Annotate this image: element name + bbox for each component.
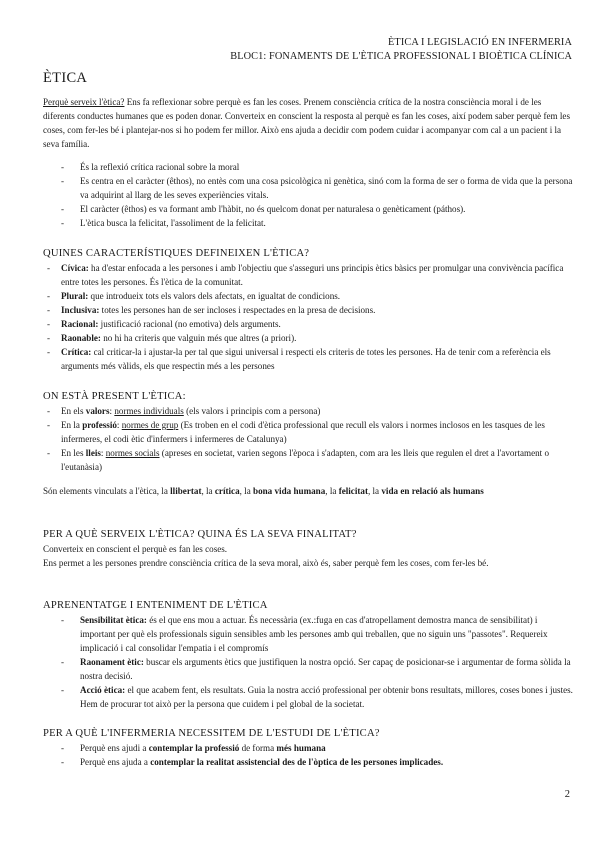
header-course-title: ÈTICA I LEGISLACIÓ EN INFERMERIA: [388, 37, 572, 48]
section-heading: QUINES CARACTERÍSTIQUES DEFINEIXEN L'ÈTICA?: [43, 248, 310, 259]
list-item: - Sensibilitat ètica: és el que ens mou a actuar. És necessària (ex.:fuga en cas d'atropellament demostra manca de sensibilitat) i important per què els professionals siguin sensibles amb les persones amb qui treballen, que no siguin uns "passotes". Requereix implicació i cal consolidar l'empatia i el compromís: [43, 613, 573, 655]
list-item: - Plural: que introdueix tots els valors dels afectats, en igualtat de condicions.: [43, 289, 573, 303]
list-item: - El caràcter (êthos) es va formant amb l'hàbit, no és quelcom donat per naturalesa o genèticament (páthos).: [43, 202, 573, 216]
list-item: - Perquè ens ajudi a contemplar la professió de forma més humana: [43, 741, 573, 755]
characteristics-section: [43, 247, 573, 373]
paragraph: Ens permet a les persones prendre consciència crítica de la seva moral, això és, saber perquè fem les coses, com fer-les bé.: [43, 558, 489, 568]
list-item: - Acció ètica: el que acabem fent, els resultats. Guia la nostra acció professional per obtenir bons resultats, millores, coses bones i justes. Hem de procurar tot això per la persona que cuidem i pel global de la societat.: [43, 683, 573, 711]
list-item: - Perquè ens ajuda a contemplar la realitat assistencial des de l'òptica de les persones implicades.: [43, 755, 573, 769]
characteristics-list: [43, 261, 573, 373]
list-item: - En la professió: normes de grup (Es troben en el codi d'ètica professional que recull els valors i normes inclosos en les tasques de les infermeres, el codi ètic d'infermers i infermeres de Catalunya): [43, 418, 573, 446]
list-item: - Cívica: ha d'estar enfocada a les persones i amb l'objectiu que s'asseguri uns principis ètics bàsics per promulgar una convivència pacífica entre totes les persones. És l'ètica de la comunitat.: [43, 261, 573, 289]
purpose-section: [43, 528, 573, 570]
section-heading: PER A QUÈ L'INFERMERIA NECESSITEM DE L'ESTUDI DE L'ÈTICA?: [43, 728, 380, 739]
nursing-section: [43, 727, 573, 769]
section-heading: PER A QUÈ SERVEIX L'ÈTICA? QUINA ÉS LA SEVA FINALITAT?: [43, 529, 357, 540]
learning-section: [43, 599, 573, 711]
list-item: - És la reflexió crítica racional sobre la moral: [43, 160, 573, 174]
document-header: [230, 36, 572, 64]
list-item: - Crítica: cal criticar-la i ajustar-la per tal que sigui universal i respecti els criteris de totes les persones. Ha de tenir com a referència els arguments més vàlids, els que respectin més a les persones: [43, 345, 573, 373]
intro-question: Perquè serveix l'ètica?: [43, 97, 125, 107]
learning-list: [43, 613, 573, 711]
section-heading: ON ESTÀ PRESENT L'ÈTICA:: [43, 391, 186, 402]
nursing-list: [43, 741, 573, 769]
summary-paragraph: Són elements vinculats a l'ètica, la llibertat, la crítica, la bona vida humana, la felicitat, la vida en relació als humans: [43, 486, 484, 496]
intro-list: [43, 160, 573, 230]
presence-list: [43, 404, 573, 474]
list-item: - Inclusiva: totes les persones han de ser incloses i respectades en la presa de decisions.: [43, 303, 573, 317]
intro-section: [43, 95, 573, 230]
presence-section: [43, 390, 573, 498]
list-item: - En els valors: normes individuals (els valors i principis com a persona): [43, 404, 573, 418]
section-heading: APRENENTATGE I ENTENIMENT DE L'ÈTICA: [43, 600, 268, 611]
paragraph: Converteix en conscient el perquè es fan les coses.: [43, 544, 228, 554]
list-item: - En les lleis: normes socials (apreses en societat, varien segons l'època i s'adapten, com ara les lleis que regulen el dret a l'avortament o l'eutanàsia): [43, 446, 573, 474]
page-number: 2: [564, 789, 570, 800]
list-item: - Raonable: no hi ha criteris que valguin més que altres (a priori).: [43, 331, 573, 345]
list-item: - Raonament ètic: buscar els arguments ètics que justifiquen la nostra opció. Ser capaç de posicionar-se i argumentar de forma sòlida la nostra decisió.: [43, 655, 573, 683]
intro-paragraph: Perquè serveix l'ètica? Ens fa reflexionar sobre perquè es fan les coses. Prenem consciència crítica de la nostra consciència moral i de les diferents conductes humanes que es poden donar. Converteix en conscient la resposta al perquè es fan les coses, així podem saber perquè fem les coses, com fer-les bé i plantejar-nos si ho podem fer millor. Això ens ajuda a decidir com podem cuidar i acompanyar com cal a un pacient i la seva família.: [43, 97, 571, 149]
page-title: ÈTICA: [43, 70, 88, 86]
list-item: - L'ètica busca la felicitat, l'assoliment de la felicitat.: [43, 216, 573, 230]
list-item: - Racional: justificació racional (no emotiva) dels arguments.: [43, 317, 573, 331]
header-block-title: BLOC1: FONAMENTS DE L'ÈTICA PROFESSIONAL I BIOÈTICA CLÍNICA: [230, 51, 572, 62]
list-item: - Es centra en el caràcter (êthos), no entès com una cosa psicològica ni genètica, sinó com la forma de ser o forma de vida que la persona va adquirint al llarg de les seves experiències vitals.: [43, 174, 573, 202]
